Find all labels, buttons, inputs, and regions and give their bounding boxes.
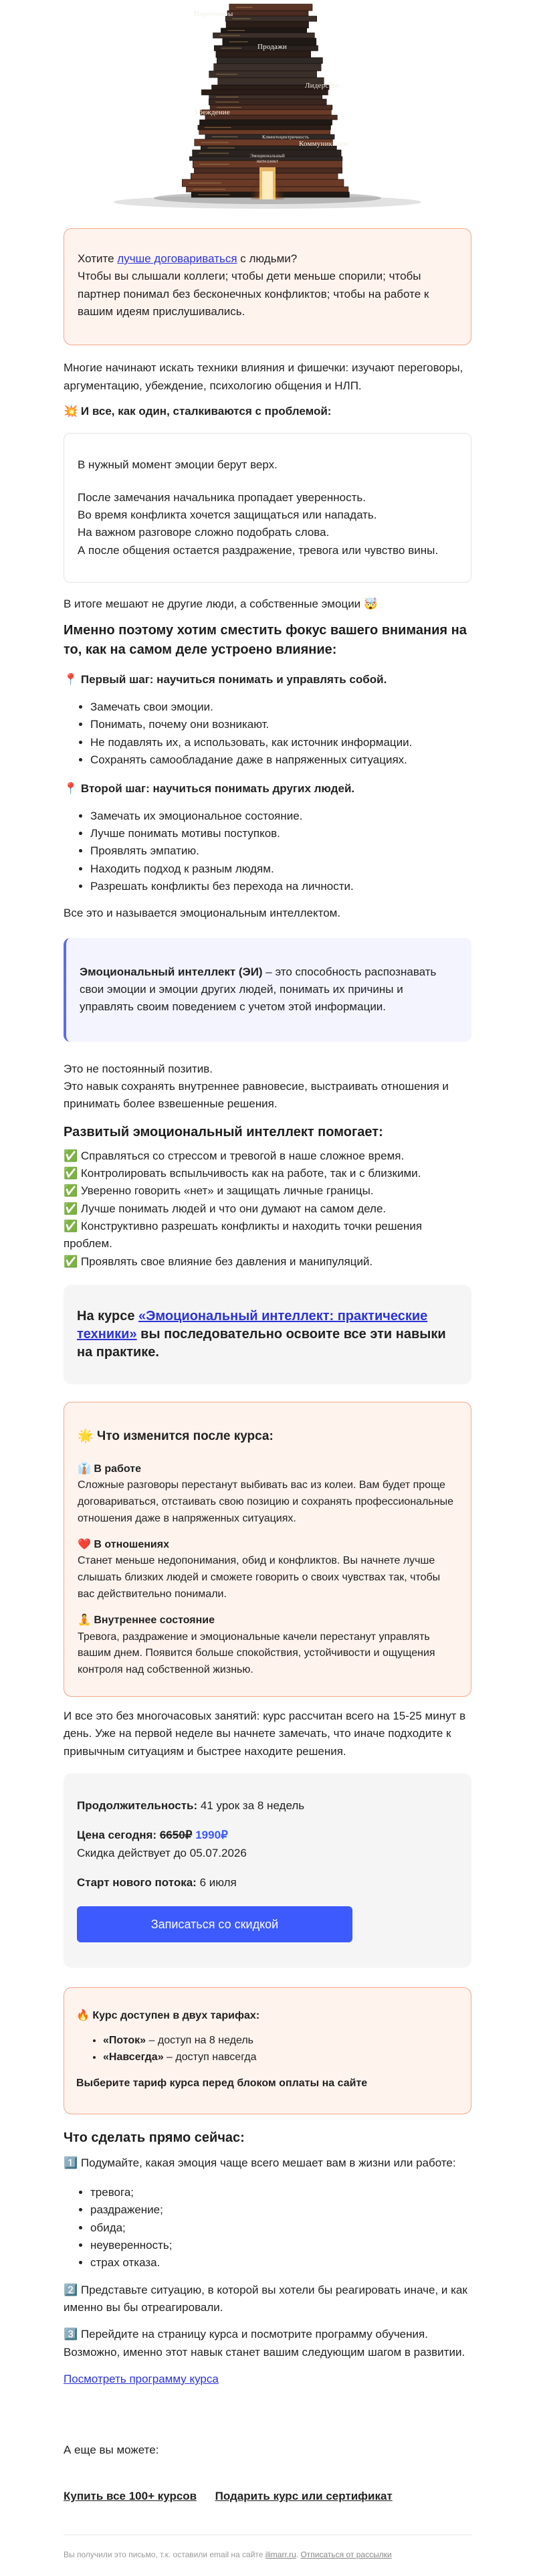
hero-image (0, 0, 535, 209)
list-item: • раздражение; (90, 2201, 471, 2219)
changes-title: 🌟 Что изменится после курса: (78, 1429, 274, 1444)
step1-title: 📍 Первый шаг: научиться понимать и управлять собой. (64, 673, 387, 686)
change-inner-title: 🧘 Внутреннее состояние (78, 1614, 215, 1626)
paragraph-ei: Все это и называется эмоциональным интеллектом. (64, 907, 341, 920)
site-link[interactable]: ilimarr.ru (265, 2550, 296, 2560)
list-item: • Разрешать конфликты без перехода на личности. (90, 878, 471, 895)
helps-item: ✅ Лучше понимать людей и что они думают на самом деле. (64, 1202, 387, 1215)
problem-line: После замечания начальника пропадает уверенность. (78, 490, 366, 504)
hero-label-ei: Эмоциональный интеллект (250, 153, 285, 164)
offer-duration: Продолжительность: 41 урок за 8 недель (77, 1799, 305, 1813)
list-item: • Находить подход к разным людям. (90, 860, 471, 878)
helps-item: ✅ Контролировать вспыльчивость как на работе, так и с близкими. (64, 1167, 421, 1180)
intro-text: Чтобы вы слышали коллеги; чтобы дети меньше спорили; чтобы партнер понимал без бесконечных конфликтов; чтобы на работе к вашим идеям прислушивались. (78, 270, 429, 318)
helps-item: ✅ Уверенно говорить «нет» и защищать личные границы. (64, 1184, 374, 1198)
book-tower-illustration (0, 0, 535, 209)
program-link[interactable]: Посмотреть программу курса (64, 2373, 219, 2386)
helps-item: ✅ Справляться со стрессом и тревогой в наше сложное время. (64, 1149, 405, 1162)
paragraph-positive: Это не постоянный позитив. (64, 1062, 213, 1075)
paragraph-problem: 💥 И все, как один, сталкиваются с проблемой: (64, 405, 332, 418)
also-text: А еще вы можете: (64, 2444, 159, 2457)
list-item: • Сохранять самообладание даже в напряженных ситуациях. (90, 751, 471, 769)
heading-now: Что сделать прямо сейчас: (64, 2130, 245, 2145)
paragraph-skill: Это навык сохранять внутреннее равновесие, выстраивать отношения и принимать более взвешенные решения. (64, 1079, 449, 1111)
heading-helps: Развитый эмоциональный интеллект помогает: (64, 1124, 383, 1139)
course-link[interactable]: «Эмоциональный интеллект: практические техники» (77, 1309, 428, 1342)
hero-label-persuasion: Убеждение (194, 108, 230, 116)
offer-discount: Скидка действует до 05.07.2026 (77, 1846, 247, 1859)
problem-line: На важном разговоре сложно подобрать слова. (78, 526, 330, 539)
tariffs-note: Выберите тариф курса перед блоком оплаты на сайте (76, 2077, 368, 2089)
tariffs-title: 🔥 Курс доступен в двух тарифах: (76, 2010, 260, 2022)
list-item: • неуверенность; (90, 2237, 471, 2254)
tariffs-list (76, 2033, 459, 2066)
paragraph-time: И все это без многочасовых занятий: курс рассчитан всего на 15-25 минут в день. Уже на первой неделе вы начнете замечать, что иначе подходите к привычным ситуациям и быстрее находите решения. (64, 1710, 466, 1758)
problem-line: Во время конфликта хочется защищаться или нападать. (78, 509, 377, 522)
hero-label-sales: Продажи (257, 43, 287, 51)
problem-line: А после общения остается раздражение, тревога или чувство вины. (78, 543, 439, 557)
negotiate-link[interactable]: лучше договариваться (117, 252, 237, 265)
course-promo: На курсе «Эмоциональный интеллект: практические техники» вы последовательно освоите все эти навыки на практике. (77, 1309, 446, 1360)
list-item: • Проявлять эмпатию. (90, 842, 471, 860)
problem-line-main: В нужный момент эмоции берут верх. (78, 458, 278, 472)
tariff-item: • «Поток» – доступ на 8 недель (103, 2033, 459, 2049)
ei-definition: Эмоциональный интеллект (ЭИ) – это способность распознавать свои эмоции и эмоции других людей, понимать их причины и управлять своим поведением с учетом этой информации. (80, 965, 437, 1014)
hero-label-negotiations: Переговоры (194, 10, 233, 18)
list-item: • Не подавлять их, а использовать, как источник информации. (90, 734, 471, 751)
offer-start: Старт нового потока: 6 июля (77, 1876, 237, 1890)
list-item: • тревога; (90, 2184, 471, 2201)
hero-label-communications: Коммуникации (299, 140, 348, 148)
footer (64, 2535, 471, 2561)
list-item: • Замечать свои эмоции. (90, 699, 471, 716)
problem-box (64, 433, 471, 583)
new-price: 1990₽ (195, 1829, 228, 1842)
change-work-text: Сложные разговоры перестанут выбивать вас из колеи. Вам будет проще договариваться, отстаивать свою позицию и сохранять профессиональные отношения даже в напряженных ситуациях. (78, 1479, 453, 1524)
tariffs-box (64, 1987, 471, 2114)
intro-box (64, 228, 471, 345)
enroll-button[interactable]: Записаться со скидкой (77, 1906, 352, 1942)
helps-item: ✅ Конструктивно разрешать конфликты и находить точки решения проблем. (64, 1220, 423, 1251)
list-item: • Лучше понимать мотивы поступков. (90, 825, 471, 842)
change-relations-title: ❤️ В отношениях (78, 1538, 169, 1550)
change-relations-text: Станет меньше недопонимания, обид и конфликтов. Вы начнете лучше слышать близких людей и сможете говорить о своих чувствах так, чтобы вас действительно понимали. (78, 1555, 441, 1600)
heading-focus: Именно поэтому хотим сместить фокус вашего внимания на то, как на самом деле устроено влияние: (64, 623, 467, 658)
changes-box (64, 1402, 471, 1697)
gift-course-link[interactable]: Подарить курс или сертификат (215, 2489, 393, 2502)
course-box (64, 1285, 471, 1384)
ei-definition-box (64, 938, 471, 1042)
unsubscribe-text: Вы получили это письмо, т.к. оставили email на сайте ilimarr.ru. Отписаться от рассылки (64, 2550, 392, 2560)
list-item: • обида; (90, 2219, 471, 2237)
paragraph-result: В итоге мешают не другие люди, а собственные эмоции 🤯 (64, 597, 379, 611)
step1-list (64, 699, 471, 769)
offer-box (64, 1773, 471, 1968)
list-item: • Замечать их эмоциональное состояние. (90, 808, 471, 825)
change-inner-text: Тревога, раздражение и эмоциональные качели перестанут управлять вашим днем. Появится больше спокойствия, устойчивости и ощущения контроля над собственной жизнью. (78, 1631, 435, 1676)
hero-label-leadership: Лидерство (305, 82, 340, 90)
hero-label-client: Клиентоцентричность (262, 134, 310, 140)
tariff-item: • «Навсегда» – доступ навсегда (103, 2049, 459, 2066)
list-item: • страх отказа. (90, 2254, 471, 2272)
now-step2: 2️⃣ Представьте ситуацию, в которой вы хотели бы реагировать иначе, и как именно вы бы отреагировали. (64, 2283, 467, 2314)
now-step3: 3️⃣ Перейдите на страницу курса и посмотрите программу обучения. Возможно, именно этот навык станет вашим следующим шагом в развитии. (64, 2328, 465, 2359)
step2-list (64, 808, 471, 896)
change-work-title: 👔 В работе (78, 1463, 142, 1475)
buy-all-courses-link[interactable]: Купить все 100+ курсов (64, 2489, 197, 2502)
now-step1: 1️⃣ Подумайте, какая эмоция чаще всего мешает вам в жизни или работе: (64, 2156, 456, 2169)
paragraph-many: Многие начинают искать техники влияния и фишечки: изучают переговоры, аргументацию, убеждение, психологию общения и НЛП. (64, 361, 463, 392)
helps-list (64, 1147, 471, 1271)
unsubscribe-link[interactable]: Отписаться от рассылки (300, 2550, 392, 2560)
program-link-row (64, 2371, 471, 2388)
footer-links (64, 2488, 471, 2505)
emotions-list (64, 2184, 471, 2272)
helps-item: ✅ Проявлять свое влияние без давления и манипуляций. (64, 1255, 373, 1268)
list-item: • Понимать, почему они возникают. (90, 716, 471, 733)
old-price: 6650₽ (159, 1829, 193, 1842)
step2-title: 📍 Второй шаг: научиться понимать других людей. (64, 782, 355, 796)
intro-question: Хотите лучше договариваться с людьми? (78, 252, 298, 265)
offer-price: Цена сегодня: 6650₽ 1990₽ (77, 1829, 228, 1842)
